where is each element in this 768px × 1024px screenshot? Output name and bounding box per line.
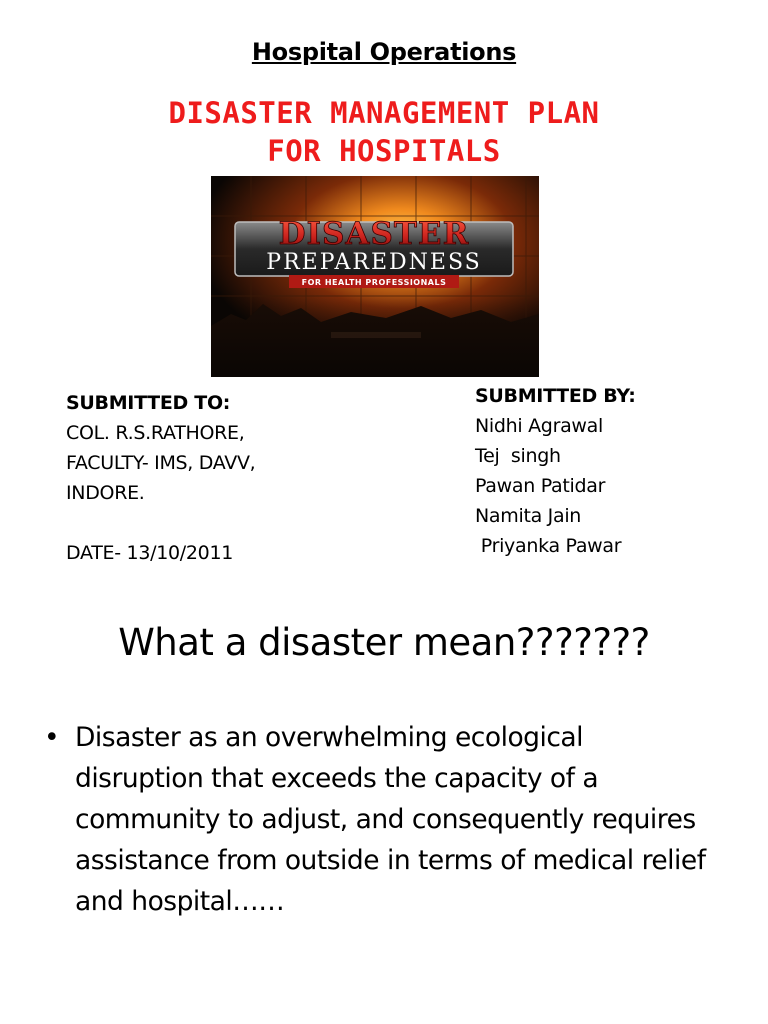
disaster-preparedness-banner	[211, 176, 539, 377]
bullet-symbol: •	[44, 722, 60, 753]
banner-word-sub: PREPAREDNESS	[266, 250, 482, 275]
definition-bullet	[44, 717, 724, 922]
author-name: Pawan Patidar	[475, 475, 606, 497]
submitted-to-line: COL. R.S.RATHORE,	[66, 422, 245, 444]
title-line-2: FOR HOSPITALS	[267, 134, 501, 168]
submission-date: DATE- 13/10/2011	[66, 542, 234, 564]
submitted-by-block	[475, 381, 636, 561]
author-name: Nidhi Agrawal	[475, 415, 603, 437]
spacer	[66, 508, 255, 538]
author-name: Namita Jain	[475, 505, 582, 527]
document-title	[0, 94, 768, 170]
title-line-1: DISASTER MANAGEMENT PLAN	[168, 96, 600, 130]
section-question: What a disaster mean???????	[118, 621, 650, 664]
author-name: Tej singh	[475, 445, 561, 467]
submitted-to-line: INDORE.	[66, 482, 145, 504]
submitted-to-label: SUBMITTED TO:	[66, 392, 231, 414]
banner-word-main: DISASTER	[278, 216, 470, 252]
author-name: Priyanka Pawar	[475, 535, 622, 557]
submitted-by-label: SUBMITTED BY:	[475, 385, 636, 407]
submitted-to-block	[66, 388, 255, 568]
document-subject: Hospital Operations	[251, 38, 517, 66]
definition-text: Disaster as an overwhelming ecological disruption that exceeds the capacity of a community to adjust, and consequently requires assistance from outside in terms of medical relief and hospital……	[75, 722, 706, 917]
banner-tagline: FOR HEALTH PROFESSIONALS	[301, 278, 447, 287]
submitted-to-line: FACULTY- IMS, DAVV,	[66, 452, 256, 474]
